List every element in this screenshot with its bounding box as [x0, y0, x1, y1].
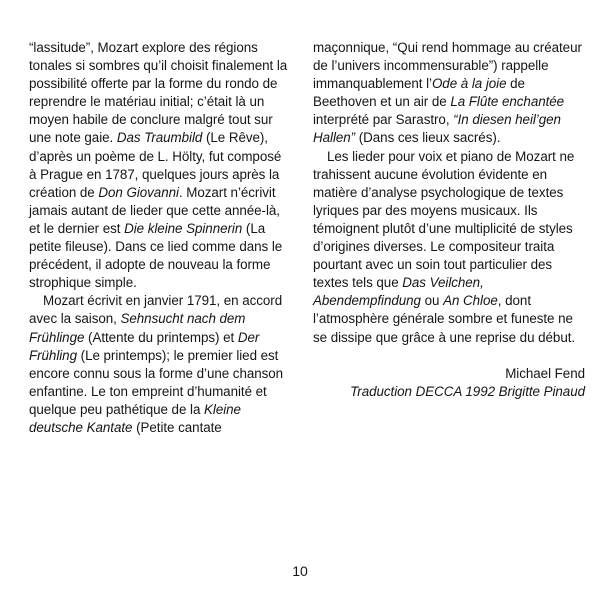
title-das-veilchen-abendempfindung: Das Veilchen, Abendempfindung	[313, 275, 484, 309]
paragraph-lassitude: “lassitude”, Mozart explore des régions tonales si sombres qu’il choisit finalement la possibilité offerte par la forme du rondo de reprendre le matériau initial; c’était là un moyen habile de conclure malgré tout sur une note gaie. Das Traumbild (Le Rêve), d’après un poème de L. Hölty, fut composé à Prague en 1787, quelques jours après la création de Don Giovanni. Mozart n’écrivit jamais autant de lieder que cette année-là, et le dernier est Die kleine Spinnerin (La petite fileuse). Dans ce lied comme dans le précédent, il adopte de nouveau la forme strophique simple.	[29, 40, 288, 291]
paragraph-maconnique: maçonnique, “Qui rend hommage au créateur de l’univers incommensurable”) rappelle immanquablement l’Ode à la joie de Beethoven et un air de La Flûte enchantée interprété par Sarastro, “In diesen heil’gen Hallen” (Dans ces lieux sacrés).	[313, 40, 582, 146]
title-kleine-deutsche-kantate: Kleine deutsche Kantate	[29, 401, 241, 435]
paragraph-janvier-1791: Mozart écrivit en janvier 1791, en accord avec la saison, Sehnsucht nach dem Frühlinge (Attente du printemps) et Der Frühling (Le printemps); le premier lied est encore connu sous la forme d’une chanson enfantine. Le ton empreint d’humanité et quelque peu pathétique de la Kleine deutsche Kantate (Petite cantate	[29, 293, 284, 435]
title-in-diesen-heilgen-hallen: “In diesen heil’gen Hallen”	[313, 112, 561, 146]
author-signature: Michael Fend	[505, 365, 585, 381]
title-la-flute-enchantee: La Flûte enchantée	[450, 94, 565, 110]
right-column	[313, 39, 585, 401]
title-ode-a-la-joie: Ode à la joie	[431, 76, 507, 92]
paragraph-lieder-pour-voix: Les lieder pour voix et piano de Mozart ne trahissent aucune évolution évidente en matière d’analyse psychologique de textes lyriques par des moyens musicaux. Ils témoignent plutôt d’une multiplicité de styles d’origines diverses. Le compositeur traita pourtant avec un soin tout particulier des textes tels que Das Veilchen, Abendempfindung ou An Chloe, dont l’atmosphère générale sombre et funeste ne se dissipe que grâce à une reprise du début.	[313, 148, 576, 345]
translation-credit: Traduction DECCA 1992 Brigitte Pinaud	[350, 383, 585, 399]
title-don-giovanni: Don Giovanni	[98, 184, 179, 200]
title-an-chloe: An Chloe	[443, 293, 498, 309]
page-number: 10	[292, 563, 308, 579]
title-das-traumbild: Das Traumbild	[116, 130, 203, 146]
title-der-fruhling: Der Frühling	[29, 329, 260, 363]
left-column	[29, 39, 291, 437]
title-die-kleine-spinnerin: Die kleine Spinnerin	[124, 220, 243, 236]
title-sehnsucht: Sehnsucht nach dem Frühlinge	[29, 311, 246, 345]
